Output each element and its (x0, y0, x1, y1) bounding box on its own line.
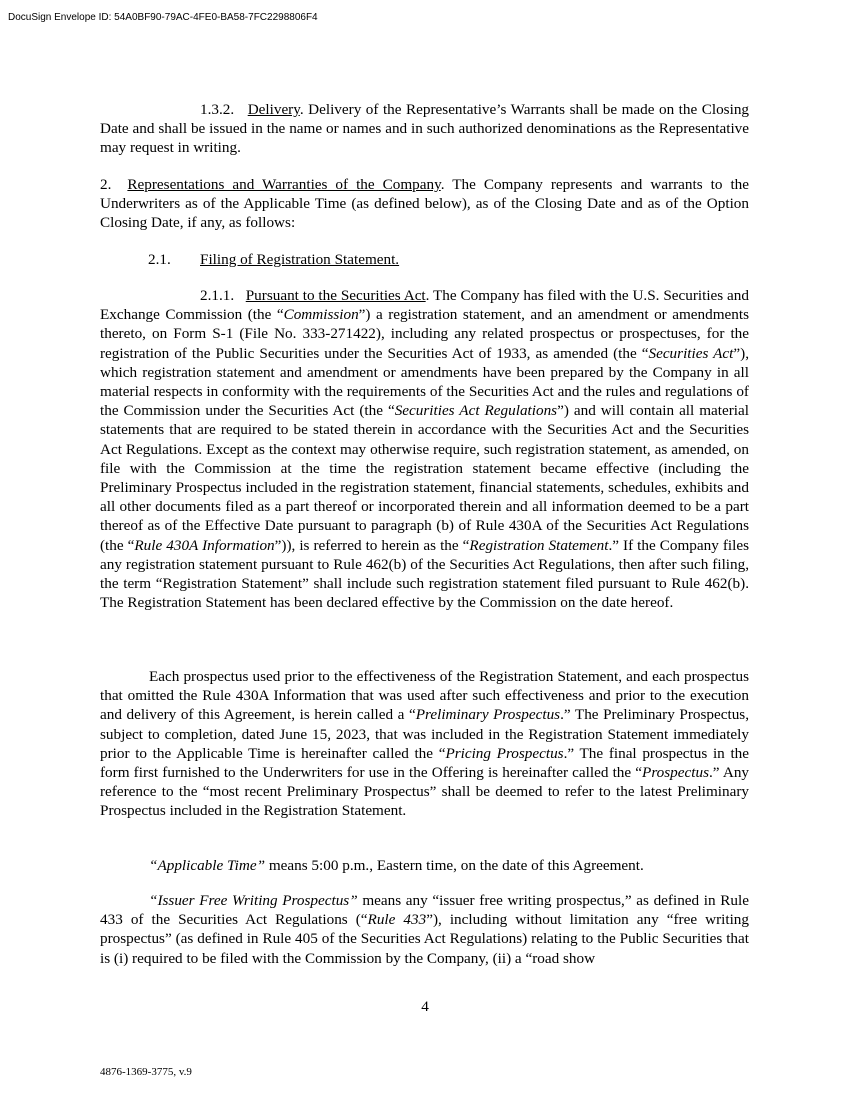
section-number: 2. (100, 176, 112, 193)
defined-term: Securities Act (648, 344, 734, 362)
defined-term: Securities Act Regulations (394, 402, 558, 420)
section-2-1 (148, 250, 399, 269)
text: ”), which registration statement and amendment or amendments have been prepared by the Company in all material respects in conformity with the requirements of the Securities Act and the rules and regulations of the Commission under the Securities Act (the “ (100, 344, 749, 420)
section-number: 2.1.1. (200, 287, 235, 304)
text: .” The final prospectus in the form first furnished to the Underwriters for use in the Offering is hereinafter called the “ (100, 744, 749, 782)
defined-term: “Issuer Free Writing Prospectus” (149, 892, 358, 909)
text: ”) and will contain all material statements that are required to be stated therein in accordance with the Securities Act and the Securities Act Regulations. Except as the context may otherwise require, such registration statement, as amended, on file with the Commission at the time the registration statement became effective (including the Preliminary Prospectus included in the registration statement, financial statements, schedules, exhibits and all other documents filed as a part thereof or incorporated therein and all information deemed to be a part thereof as of the Effective Date pursuant to paragraph (b) of Rule 430A of the Securities Act Regulations (the “ (100, 402, 749, 554)
defined-term: “Applicable Time” (149, 857, 266, 874)
text: .” Any reference to the “most recent Preliminary Prospectus” shall be deemed to refer to the latest Preliminary Prospectus included in the Registration Statement. (100, 764, 750, 820)
section-heading: Representations and Warranties of the Company (127, 176, 441, 193)
defined-term: Rule 433 (367, 911, 427, 929)
text: .” If the Company files any registration statement pursuant to Rule 462(b) of the Securities Act Regulations, then after such filing, the term “Registration Statement” shall include such registration statement filed pursuant to Rule 462(b). The Registration Statement has been declared effective by the Commission on the date hereof. (100, 536, 749, 612)
text: .” The Preliminary Prospectus, subject to completion, dated June 15, 2023, that was included in the Registration Statement immediately prior to the Applicable Time is hereinafter called the “ (100, 706, 749, 762)
text: ”)), is referred to herein as the “ (274, 536, 470, 554)
defined-term: Commission (283, 306, 359, 324)
text: means 5:00 p.m., Eastern time, on the date of this Agreement. (265, 857, 644, 874)
section-text: . The Company represents and warrants to the Underwriters as of the Applicable Time (as defined below), as of the Closing Date and as of the Option Closing Date, if any, as follows: (100, 176, 750, 232)
section-number: 1.3.2. (200, 101, 235, 118)
text: . The Company has filed with the U.S. Securities and Exchange Commission (the “ (100, 287, 749, 324)
section-2-1-1 (100, 286, 749, 612)
section-text: . Delivery of the Representative’s Warrants shall be made on the Closing Date and shall be issued in the name or names and in such authorized denominations as the Representative may request in writing. (100, 101, 750, 157)
section-heading: Filing of Registration Statement. (200, 251, 400, 268)
section-heading: Pursuant to the Securities Act (245, 287, 426, 304)
envelope-id: DocuSign Envelope ID: 54A0BF90-79AC-4FE0-BA58-7FC2298806F4 (8, 12, 318, 23)
defined-term: Pricing Prospectus (445, 744, 564, 762)
defined-term: Prospectus (642, 764, 709, 782)
defined-term: Rule 430A Information (134, 536, 275, 554)
section-2 (100, 175, 749, 233)
issuer-free-writing-paragraph (100, 891, 749, 968)
text: ”) a registration statement, and an amendment or amendments thereto, on Form S-1 (File No. 333-271422), including any related prospectus or prospectuses, for the registration of the Public Securities under the Securities Act of 1933, as amended (the “ (100, 306, 749, 362)
defined-term: Registration Statement (469, 536, 609, 554)
text: ”), including without limitation any “free writing prospectus” (as defined in Rule 405 of the Securities Act Regulations) relating to the Public Securities that is (i) required to be filed with the Commission by the Company, (ii) a “road show (100, 911, 749, 967)
document-id: 4876-1369-3775, v.9 (100, 1066, 192, 1078)
text: means any “issuer free writing prospectus,” as defined in Rule 433 of the Securities Act Regulations (“ (100, 892, 749, 929)
defined-term: Preliminary Prospectus (415, 706, 561, 724)
page-number: 4 (421, 998, 429, 1015)
section-1-3-2 (100, 100, 749, 158)
section-heading: Delivery (247, 101, 300, 118)
applicable-time-paragraph (100, 856, 749, 875)
section-number: 2.1. (148, 251, 171, 268)
text: Each prospectus used prior to the effectiveness of the Registration Statement, and each prospectus that omitted the Rule 430A Information that was used after such effectiveness and prior to the execution and delivery of this Agreement, is herein called a “ (100, 668, 749, 724)
preliminary-prospectus-paragraph (100, 667, 749, 821)
